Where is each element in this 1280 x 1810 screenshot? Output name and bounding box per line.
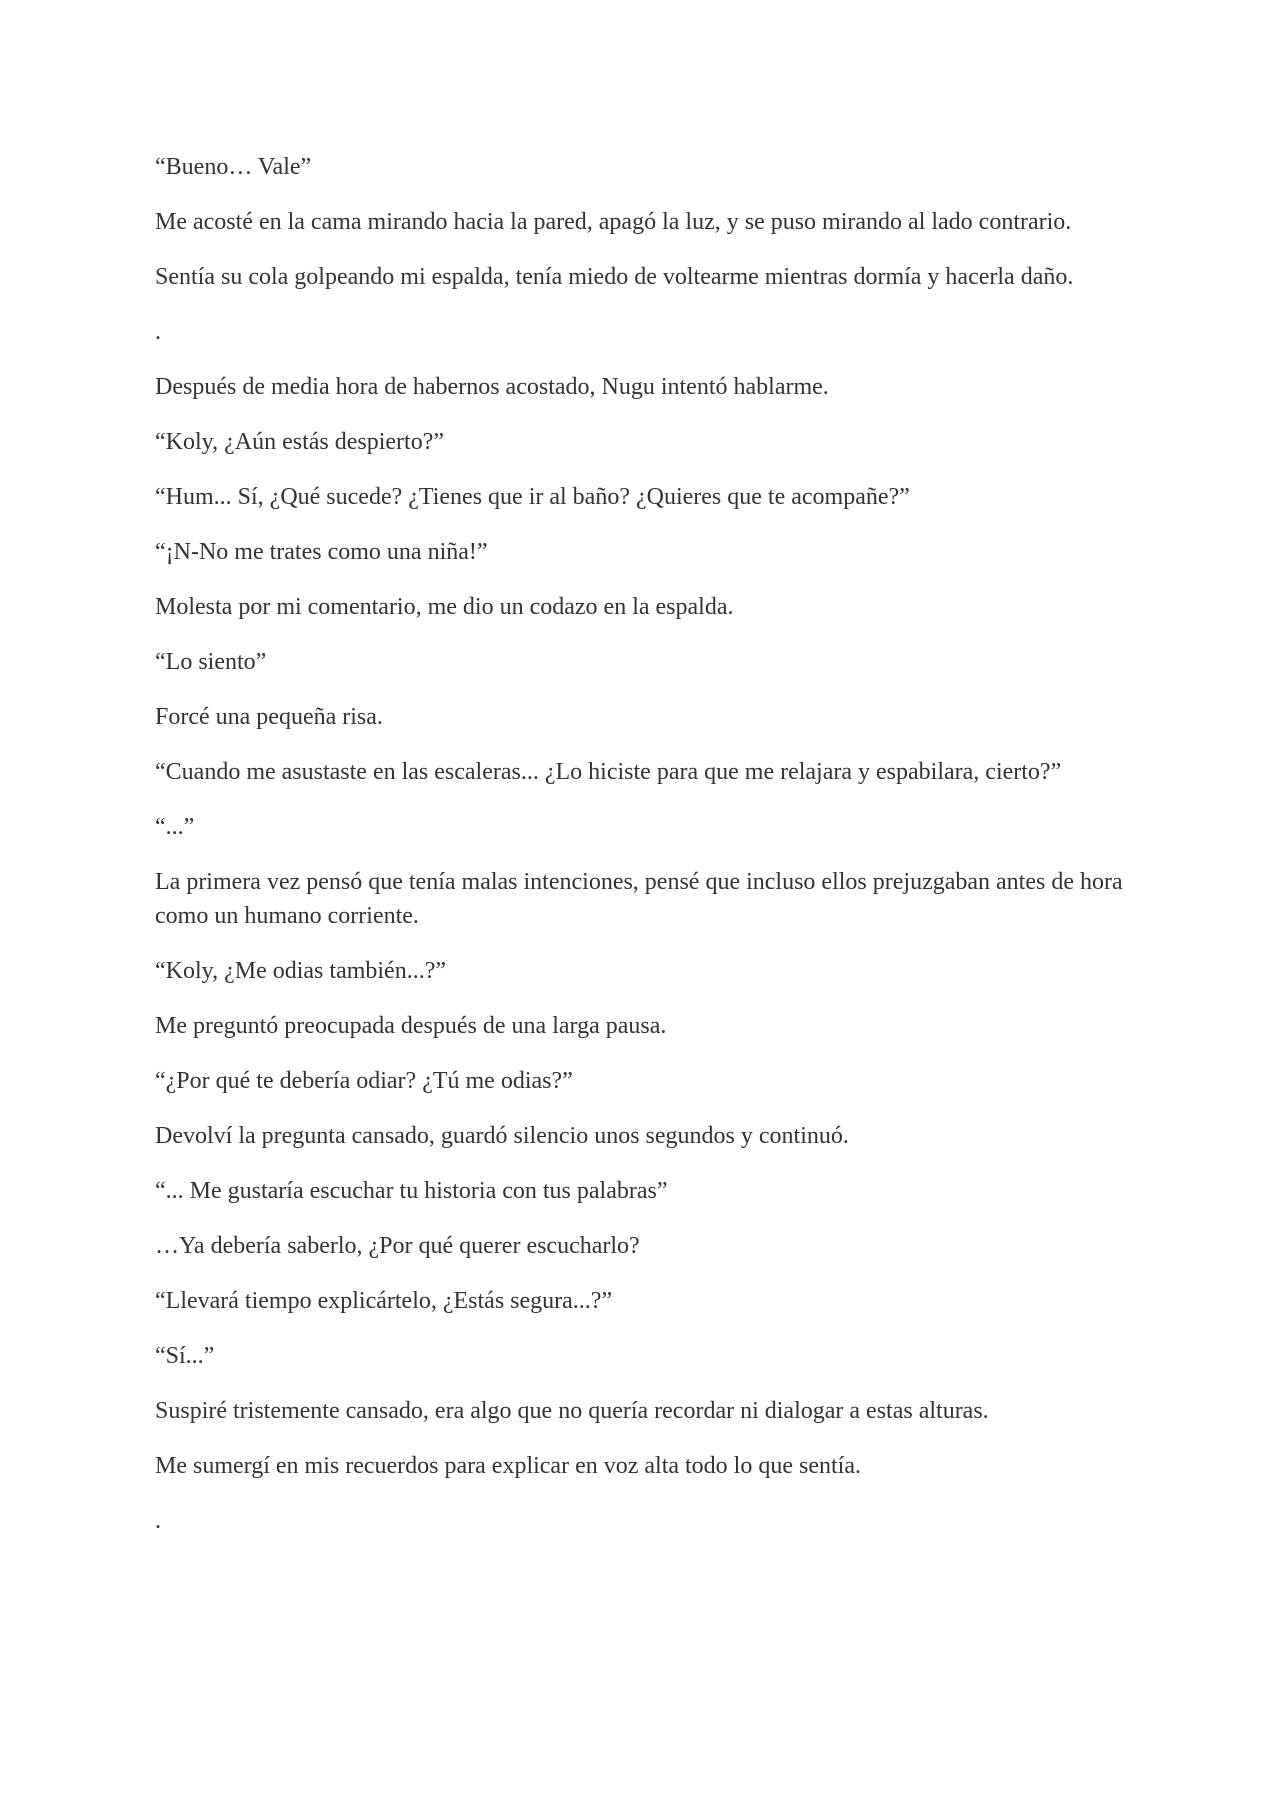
paragraph-6: “Koly, ¿Aún estás despierto?”	[155, 429, 445, 455]
paragraph-15: “Koly, ¿Me odias también...?”	[155, 958, 447, 984]
paragraph-16: Me preguntó preocupada después de una larga pausa.	[155, 1013, 667, 1039]
paragraph-25: .	[155, 1508, 161, 1534]
paragraph-14: La primera vez pensó que tenía malas intenciones, pensé que incluso ellos prejuzgaban antes de hora como un humano corriente.	[155, 869, 1123, 929]
paragraph-24: Me sumergí en mis recuerdos para explicar en voz alta todo lo que sentía.	[155, 1453, 861, 1479]
paragraph-12: “Cuando me asustaste en las escaleras... ¿Lo hiciste para que me relajara y espabilara, cierto?”	[155, 759, 1062, 785]
paragraph-8: “¡N-No me trates como una niña!”	[155, 539, 488, 565]
document-page	[155, 150, 1125, 1559]
paragraph-9: Molesta por mi comentario, me dio un codazo en la espalda.	[155, 594, 734, 620]
paragraph-2: Me acosté en la cama mirando hacia la pared, apagó la luz, y se puso mirando al lado contrario.	[155, 209, 1072, 235]
paragraph-17: “¿Por qué te debería odiar? ¿Tú me odias?”	[155, 1068, 573, 1094]
paragraph-22: “Sí...”	[155, 1343, 215, 1369]
paragraph-5: Después de media hora de habernos acostado, Nugu intentó hablarme.	[155, 374, 829, 400]
paragraph-21: “Llevará tiempo explicártelo, ¿Estás segura...?”	[155, 1288, 613, 1314]
paragraph-4: .	[155, 319, 161, 345]
paragraph-3: Sentía su cola golpeando mi espalda, tenía miedo de voltearme mientras dormía y hacerla daño.	[155, 264, 1074, 290]
paragraph-10: “Lo siento”	[155, 649, 267, 675]
paragraph-13: “...”	[155, 814, 195, 840]
paragraph-7: “Hum... Sí, ¿Qué sucede? ¿Tienes que ir al baño? ¿Quieres que te acompañe?”	[155, 484, 910, 510]
paragraph-20: …Ya debería saberlo, ¿Por qué querer escucharlo?	[155, 1233, 640, 1259]
paragraph-23: Suspiré tristemente cansado, era algo que no quería recordar ni dialogar a estas alturas.	[155, 1398, 989, 1424]
paragraph-1: “Bueno… Vale”	[155, 154, 312, 180]
paragraph-19: “... Me gustaría escuchar tu historia con tus palabras”	[155, 1178, 668, 1204]
paragraph-18: Devolví la pregunta cansado, guardó silencio unos segundos y continuó.	[155, 1123, 849, 1149]
paragraph-11: Forcé una pequeña risa.	[155, 704, 383, 730]
